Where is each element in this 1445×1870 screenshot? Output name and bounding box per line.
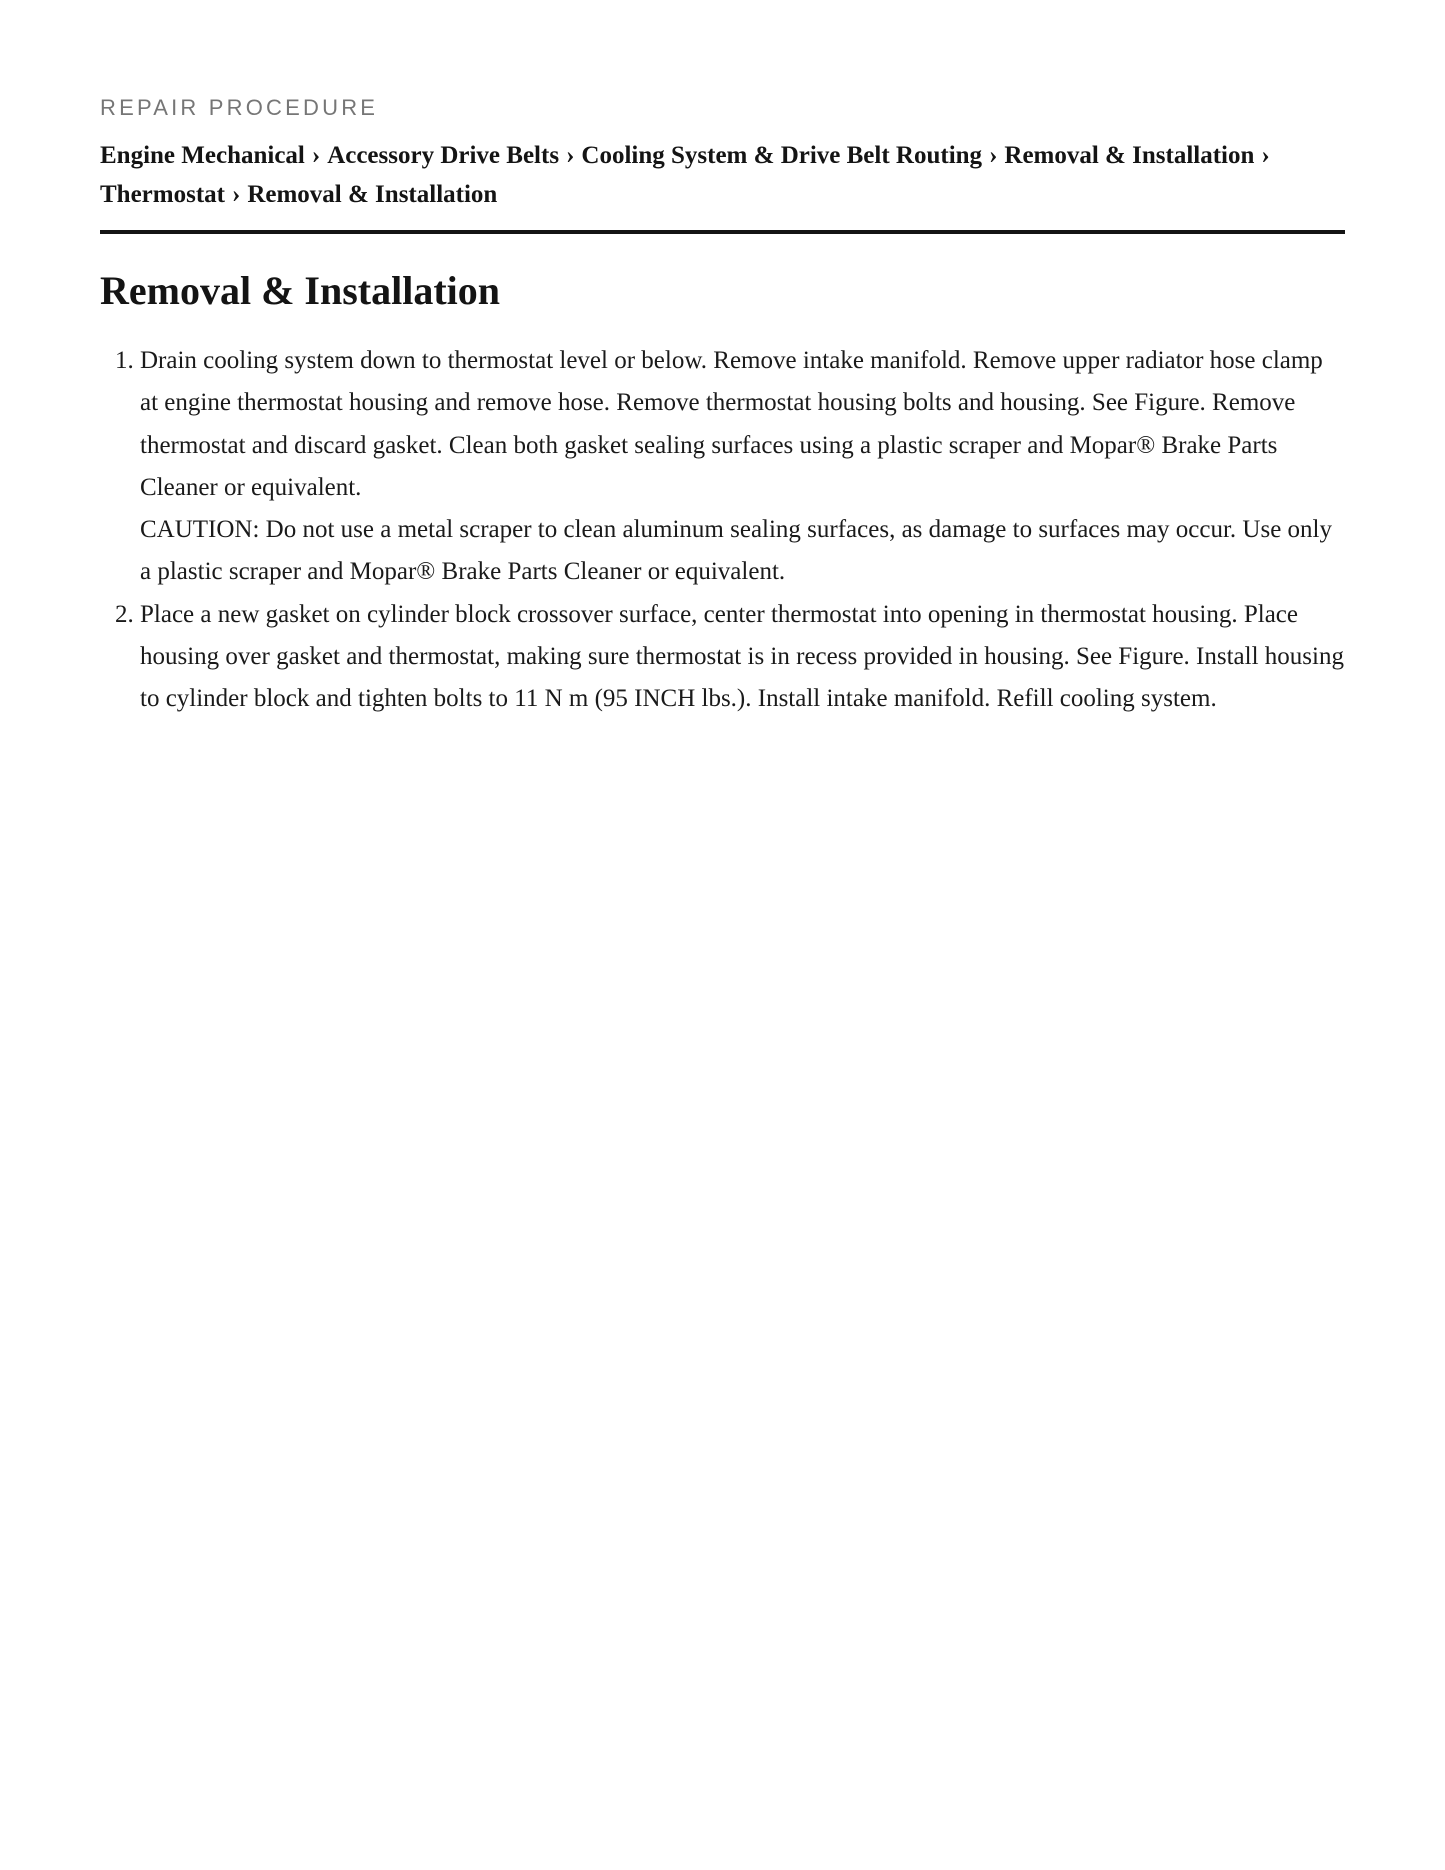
section-eyebrow: REPAIR PROCEDURE	[100, 95, 379, 120]
procedure-step	[140, 594, 1345, 721]
breadcrumb-item[interactable]: Removal & Installation	[1004, 142, 1255, 169]
document-page	[100, 94, 1345, 721]
breadcrumb-separator: ›	[566, 142, 575, 169]
breadcrumb-item[interactable]: Cooling System & Drive Belt Routing	[581, 142, 983, 169]
breadcrumb-item-current: Removal & Installation	[247, 181, 498, 208]
caution-note: CAUTION: Do not use a metal scraper to clean aluminum sealing surfaces, as damage to surfaces may occur. Use only a plastic scraper and Mopar® Brake Parts Cleaner or equivalent.	[140, 516, 1332, 586]
breadcrumb	[100, 136, 1345, 234]
breadcrumb-separator: ›	[311, 142, 321, 169]
procedure-steps	[100, 340, 1345, 721]
breadcrumb-separator: ›	[989, 142, 998, 169]
breadcrumb-item[interactable]: Accessory Drive Belts	[327, 142, 560, 169]
breadcrumb-separator: ›	[231, 181, 241, 208]
step-text: 1. Drain cooling system down to thermostat level or below. Remove intake manifold. Remove upper radiator hose clamp at engine thermostat housing and remove hose. Remove thermostat housing bolts and housing. See Figure. Remove thermostat and discard gasket. Clean both gasket sealing surfaces using a plastic scraper and Mopar® Brake Parts Cleaner or equivalent.	[140, 347, 1323, 501]
breadcrumb-item[interactable]: Engine Mechanical	[100, 142, 305, 169]
breadcrumb-item[interactable]: Thermostat	[100, 181, 225, 208]
breadcrumb-separator: ›	[1261, 142, 1270, 169]
page-title: Removal & Installation	[100, 268, 500, 313]
step-text: 2. Place a new gasket on cylinder block crossover surface, center thermostat into opening in thermostat housing. Place housing over gasket and thermostat, making sure thermostat is in recess provided in housing. See Figure. Install housing to cylinder block and tighten bolts to 11 N m (95 INCH lbs.). Install intake manifold. Refill cooling system.	[140, 600, 1344, 713]
procedure-step	[140, 340, 1345, 594]
